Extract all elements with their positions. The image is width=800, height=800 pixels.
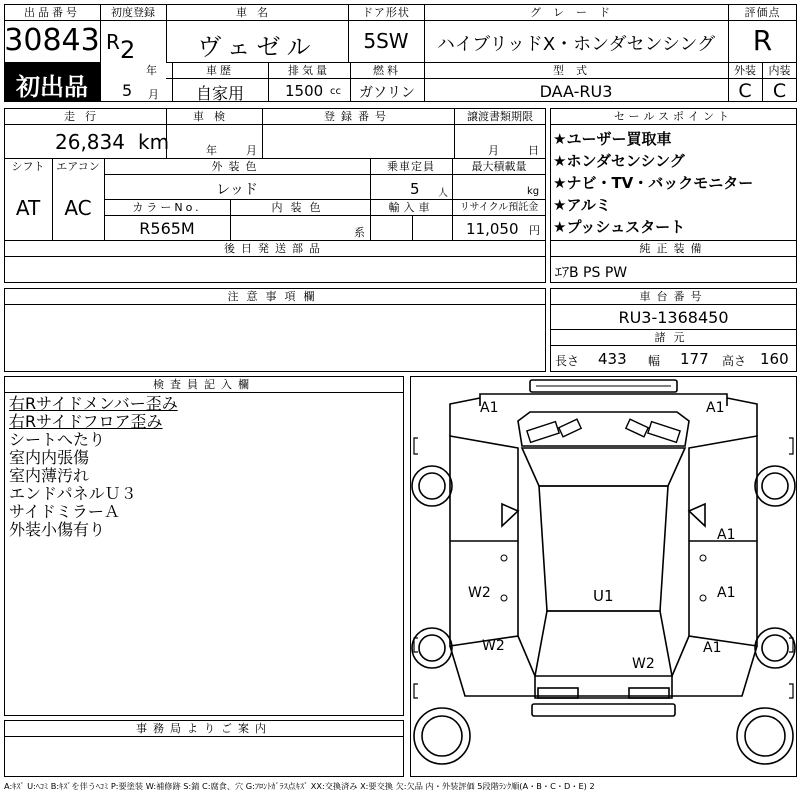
damage-mark-front-left: A1 (480, 400, 499, 416)
grade-label: グレード (530, 6, 622, 19)
mileage: 26,834 (55, 130, 125, 154)
transfer-day-unit: 日 (528, 144, 539, 157)
inspector-line: エンドパネルＵ３ (9, 484, 137, 503)
right-mirror (689, 504, 705, 526)
inspector-line: サイドミラーＡ (9, 502, 120, 521)
bonnet (518, 412, 689, 446)
inspector-line: 室内薄汚れ (9, 466, 90, 485)
history: 自家用 (195, 84, 244, 103)
grade: ハイブリッドX・ホンダセンシング (436, 34, 716, 55)
inspector-notes (9, 395, 178, 539)
transfer-deadline-label: 譲渡書類期限 (467, 110, 533, 123)
fuel: ガソリン (359, 85, 415, 101)
legend: A:ｷｽﾞ U:ﾍｺﾐ B:ｷｽﾞを伴うﾍｺﾐ P:要塗装 W:補修跡 S:錆 C:腐食、穴 G:ﾌﾛﾝﾄｶﾞﾗｽ点ｷｽﾞ XX:交換済み X:要交換 欠:欠品 内・外装評価 5段階ﾗﾝｸ順(A・B・C・D・E) 2 (4, 781, 595, 791)
interior-label: 内装 (768, 64, 791, 77)
interior-grade: C (772, 80, 787, 102)
inspector-line: シートへたり (9, 430, 106, 449)
equipment: ｴｱB PS PW (555, 265, 628, 281)
import-label: 輸入車 (388, 201, 434, 214)
first-registration-label: 初度登録 (111, 6, 155, 19)
inspector-line: 外装小傷有り (9, 520, 106, 539)
chassis-number-label: 車台番号 (639, 290, 708, 303)
length-label: 長さ (555, 354, 580, 368)
office-label: 事務局よりご案内 (136, 722, 272, 735)
registration-year: 2 (120, 36, 136, 64)
left-mirror (502, 504, 518, 526)
model-code: DAA-RU3 (539, 82, 613, 101)
sales-point: ★アルミ (553, 196, 611, 214)
notes-label: 注意事項欄 (227, 290, 323, 303)
capacity-label: 乗車定員 (387, 160, 435, 173)
aircon: AC (64, 196, 92, 220)
inspection-year-unit: 年 (206, 144, 217, 157)
length: 433 (598, 350, 627, 368)
recycle-unit: 円 (529, 224, 540, 237)
damage-mark-front-right: A1 (706, 400, 725, 416)
dimensions-label: 諸元 (654, 331, 693, 344)
overall-score: R (752, 24, 773, 57)
capacity: 5 (410, 180, 420, 198)
front-lamps (527, 419, 680, 442)
registration-number-label: 登録番号 (324, 110, 392, 123)
inspection-month-unit: 月 (246, 144, 257, 157)
door-type: 5SW (363, 29, 409, 53)
registration-month: 5 (122, 81, 133, 100)
damage-mark-rear: W2 (632, 656, 655, 672)
month-unit: 月 (148, 88, 159, 101)
sales-point: ★ホンダセンシング (553, 152, 685, 170)
lot-number: 30843 (4, 23, 100, 58)
interior-color-unit: 系 (354, 226, 365, 239)
damage-mark-right-front-door: A1 (717, 527, 736, 543)
transfer-month-unit: 月 (488, 144, 499, 157)
displacement-label: 排気量 (288, 64, 330, 77)
lot-number-label: 出品番号 (24, 6, 80, 19)
later-parts-label: 後日発送部品 (224, 242, 326, 255)
inspection-label: 車検 (193, 110, 235, 123)
exterior-label: 外装 (734, 64, 756, 77)
mileage-label: 走行 (64, 110, 106, 123)
width-label: 幅 (648, 354, 661, 368)
history-label: 車歴 (206, 64, 234, 77)
damage-mark-left-rear-door: W2 (468, 585, 491, 601)
inspector-line: 室内内張傷 (9, 448, 90, 467)
inspector-line: 右Rサイドメンバー歪み (9, 394, 178, 413)
wheels (412, 466, 795, 764)
damage-mark-right-rear-door: A1 (717, 585, 736, 601)
displacement: 1500 (285, 82, 324, 100)
damage-mark-left-rear: W2 (482, 638, 505, 654)
sales-point: ★ユーザー買取車 (553, 130, 672, 148)
sales-point: ★ナビ・TV・バックモニター (553, 174, 754, 192)
damage-mark-right-rear: A1 (703, 640, 722, 656)
interior-color-label: 内装色 (271, 201, 329, 214)
damage-mark-roof: U1 (593, 587, 614, 605)
inspector-label: 検査員記入欄 (153, 378, 255, 391)
car-name-label: 車名 (236, 6, 278, 19)
sales-point: ★プッシュスタート (553, 218, 686, 236)
shift-label: シフト (11, 160, 45, 173)
chassis-number: RU3-1368450 (618, 308, 729, 327)
recycle-fee: 11,050 (466, 220, 519, 238)
equipment-label: 純正装備 (639, 242, 708, 255)
exterior-color: レッド (216, 182, 258, 198)
windshield (522, 448, 685, 486)
car-name: ヴェゼル (197, 33, 317, 61)
aircon-label: エアコン (56, 160, 100, 173)
fuel-label: 燃料 (373, 64, 401, 77)
width: 177 (680, 350, 709, 368)
exterior-grade: C (738, 80, 752, 102)
year-unit: 年 (146, 64, 157, 77)
glass-brackets (414, 438, 793, 698)
registration-era: R (106, 30, 120, 54)
displacement-unit: cc (330, 86, 341, 97)
first-listing-label: 初出品 (16, 73, 88, 101)
capacity-unit: 人 (438, 188, 448, 199)
color-number: R565M (139, 219, 195, 238)
shift: AT (15, 196, 41, 220)
exterior-color-label: 外装色 (211, 160, 263, 173)
door-label: ドア形状 (362, 6, 410, 19)
height-label: 高さ (722, 354, 747, 368)
color-number-label: カラーNo. (132, 201, 202, 214)
mileage-unit: km (138, 130, 170, 154)
max-load-unit: kg (527, 186, 540, 197)
recycle-label: リサイクル預託金 (459, 202, 539, 213)
sales-points-label: セールスポイント (613, 110, 733, 123)
max-load-label: 最大積載量 (471, 160, 527, 173)
car-diagram (410, 376, 797, 777)
height: 160 (760, 350, 789, 368)
score-label: 評価点 (744, 6, 781, 19)
inspector-line: 右Rサイドフロア歪み (9, 412, 163, 431)
sales-points-list (553, 128, 753, 238)
model-label: 型式 (553, 64, 599, 77)
